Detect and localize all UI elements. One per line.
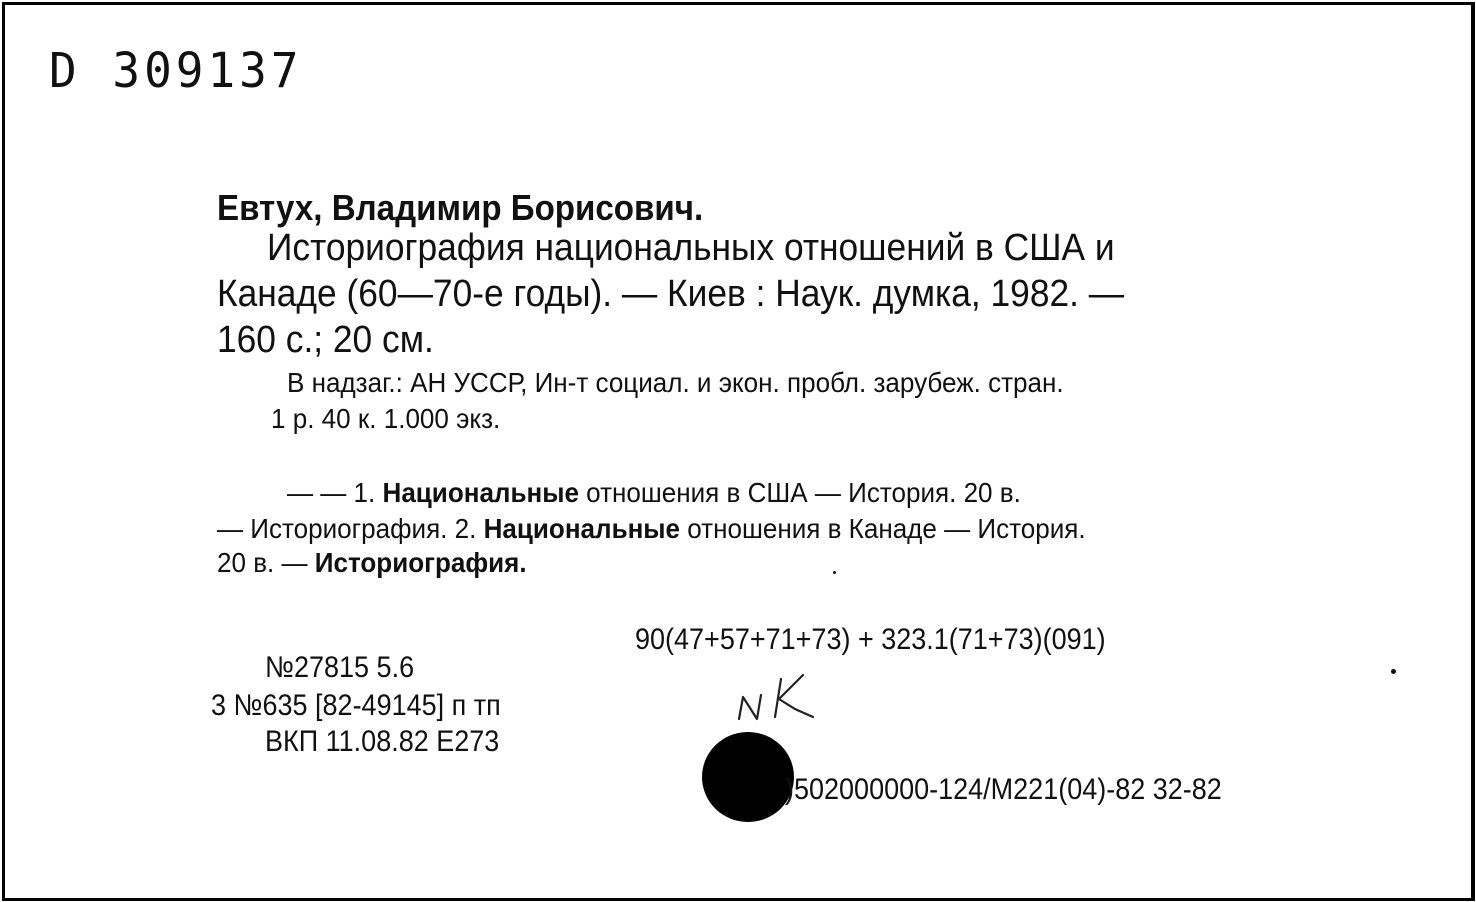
- note-line-1: В надзаг.: АН УССР, Ин-т социал. и экон. пробл. зарубеж. стран.: [287, 367, 1064, 398]
- isbn-code: )502000000-124/М221(04)-82 32-82: [785, 773, 1222, 806]
- record-line-3: ВКП 11.08.82 Е273: [265, 725, 500, 758]
- subject-start: 20 в. —: [217, 547, 308, 578]
- ink-dot: [1391, 669, 1396, 674]
- subject-bold-word: Национальные: [483, 513, 681, 544]
- subject-line-1: [287, 477, 1021, 509]
- catalog-card: [2, 2, 1475, 901]
- subject-bold-word: Историография.: [314, 547, 527, 578]
- handwritten-initials: [735, 669, 819, 727]
- subject-line-3: [217, 547, 527, 579]
- inventory-number-stamp: D 309137: [49, 41, 303, 99]
- classification-index: 90(47+57+71+73) + 323.1(71+73)(091): [635, 623, 1106, 656]
- record-line-1: №27815 5.6: [265, 651, 415, 684]
- author-heading: Евтух, Владимир Борисович.: [217, 187, 704, 228]
- title-line-1: Историография национальных отношений в США и: [267, 227, 1115, 269]
- title-line-2: Канаде (60—70-е годы). — Киев : Наук. думка, 1982. —: [217, 273, 1125, 315]
- subject-dashes: — — 1.: [287, 477, 376, 508]
- ink-blot: [702, 732, 794, 822]
- subject-dash: —: [217, 513, 244, 544]
- subject-line-2: [217, 513, 1086, 545]
- note-line-2: 1 р. 40 к. 1.000 экз.: [271, 403, 501, 434]
- subject-plain: Историография. 2.: [250, 513, 477, 544]
- title-line-3: 160 с.; 20 см.: [217, 319, 434, 361]
- subject-rest: отношения в Канаде — История.: [687, 513, 1086, 544]
- subject-bold-word: Национальные: [382, 477, 579, 508]
- record-line-2: 3 №635 [82-49145] п тп: [211, 689, 501, 722]
- ink-dot: [833, 571, 836, 574]
- subject-rest: отношения в США — История. 20 в.: [586, 477, 1021, 508]
